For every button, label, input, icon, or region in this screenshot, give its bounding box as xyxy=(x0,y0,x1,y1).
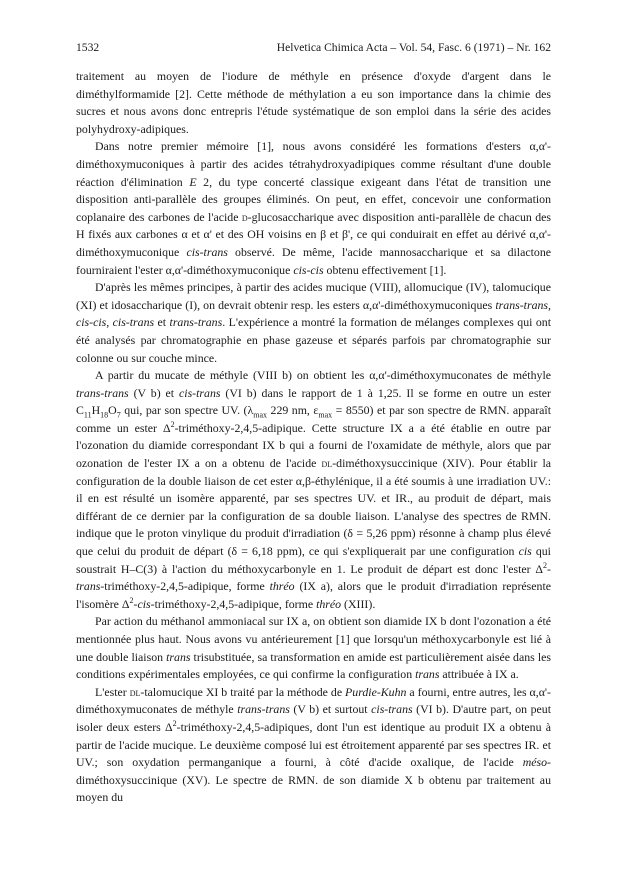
text-run: 2 xyxy=(129,595,134,605)
text-run: Par action du méthanol ammoniacal sur IX a, on obtient son diamide IX b dont l'ozonation a été mentionnée plus haut. Nous avons vu antérieurement [1] que lorsqu'un méthoxycarbonyle est lié à une double liaison xyxy=(76,614,551,664)
text-run: (IX a), alors que le produit d'irradiation représente l'isomère Δ xyxy=(76,579,552,611)
text-run: trans xyxy=(76,579,101,594)
text-run: thréo xyxy=(316,596,342,611)
running-header xyxy=(76,41,551,57)
text-run: dl xyxy=(129,684,141,699)
text-run: obtenu effectivement [1]. xyxy=(323,262,447,277)
text-run: 11 xyxy=(83,410,92,420)
text-run: trans-trans xyxy=(76,385,129,400)
text-run: 2 xyxy=(172,719,177,729)
paragraph xyxy=(76,138,551,279)
paragraph xyxy=(76,367,551,613)
text-run: O xyxy=(108,403,117,418)
text-run: cis-cis xyxy=(293,262,324,277)
text-run: -talomucique XI b traité par la méthode de xyxy=(140,684,346,699)
text-run: 18 xyxy=(100,410,109,420)
text-run: Dans notre premier mémoire [1], nous avons considéré les formations d'esters α,α'-diméthoxymuconiques à partir des acides tétrahydroxyadipiques comme résultant d'une double réaction d'élimination xyxy=(76,139,551,189)
text-run: E xyxy=(189,174,197,189)
text-run: (VI b) dans le rapport de 1 à 1,25. Il se forme en outre un ester C xyxy=(76,385,551,418)
text-run: Purdie-Kuhn xyxy=(345,684,407,699)
paragraph xyxy=(76,684,551,807)
running-title: Helvetica Chimica Acta – Vol. 54, Fasc. 6 (1971) – Nr. 162 xyxy=(276,41,551,54)
text-run: - xyxy=(133,596,138,611)
text-run: cis-trans xyxy=(179,385,221,400)
text-run: trans xyxy=(166,649,191,664)
text-run: -triméthoxy-2,4,5-adipique. Cette structure IX a a été établie en outre par l'ozonation du diamide correspondant IX b qui a fourni de l'oxamidate de méthyle, alors que par ozonation de l'ester IX a on a obtenu de l'acide xyxy=(76,420,551,471)
text-run: D'après les mêmes principes, à partir des acides mucique (VIII), allomucique (IV), talomucique (XI) et idosaccharique (I), on devrait obtenir resp. les esters α,α'-diméthoxymuconiques xyxy=(76,280,551,312)
text-run: A partir du mucate de méthyle (VIII b) on obtient les α,α'-diméthoxymuconates de méthyle xyxy=(95,368,551,383)
text-run: H xyxy=(91,403,101,418)
text-run: attribuée à IX a. xyxy=(439,667,519,682)
text-run: -triméthoxy-2,4,5-adipiques, dont l'un est identique au produit IX a obtenu à partir de l'acide mucique. Le deuxième composé lui est étroitement apparenté par ses spectres IR. et UV.; son oxydation permanganique a fourni, à côté d'acide oxalique, de l'acide xyxy=(76,719,551,770)
text-run: -diméthoxysuccinique (XIV). Pour établir la configuration de la double liaison de cet ester α,β-éthylénique, il a été soumis à une irradiation UV.: il en est résulté un isomère apparenté, par ses spectres UV. et IR., au produit de départ, mais différant de ce dernier par la configuration de sa double liaison. L'analyse des spectres de RMN. indique que le proton vinylique du produit d'irradiation (δ = 5,26 ppm) résonne à champ plus élevé que celui du produit de départ (δ = 6,18 ppm), ce qui s'expliquerait par une configuration xyxy=(76,456,552,559)
text-run: 2, du type concerté classique exigeant dans l'état de transition une disposition anti-parallèle des groupes éliminés. On peut, en effet, concevoir une conformation coplanaire des carbones de l'acide xyxy=(76,174,551,224)
text-run: -diméthoxysuccinique (XV). Le spectre de RMN. de son diamide X b obtenu par traitement au moyen du xyxy=(76,755,551,805)
text-run: (V b) et xyxy=(128,385,180,400)
text-run: -triméthoxy-2,4,5-adipique, forme xyxy=(100,579,270,594)
text-run: -glucosaccharique avec disposition anti-parallèle de chacun des H fixés aux carbones α et α' et des OH voisins en β et β', ce qui conduirait en effet au dérivé α,α'-diméthoxymuconique xyxy=(76,209,551,259)
text-run: cis xyxy=(137,596,151,611)
text-run: . L'expérience a montré la formation de mélanges complexes qui ont été analysés par chromatographie en phase gazeuse et séparés parfois par chromatographie sur colonne ou sur couche mince. xyxy=(76,315,551,365)
text-run: trans-trans, cis-cis, cis-trans xyxy=(76,297,551,330)
text-run: max xyxy=(253,410,268,420)
text-run: trans-trans xyxy=(237,702,290,717)
paragraph xyxy=(76,279,551,367)
text-run: dl xyxy=(321,456,333,471)
text-run: - xyxy=(547,561,551,576)
text-run: cis-trans xyxy=(186,244,228,259)
text-run: max xyxy=(318,410,333,420)
text-run: -triméthoxy-2,4,5-adipique, forme xyxy=(150,596,317,611)
text-run: cis xyxy=(518,544,532,559)
body-text xyxy=(76,68,551,807)
text-run: (VI b). D'autre part, on peut isoler deux esters Δ xyxy=(76,702,551,734)
text-run: d xyxy=(241,209,248,224)
paragraph xyxy=(76,68,551,138)
text-run: cis-trans xyxy=(371,702,413,717)
text-run: 2 xyxy=(170,419,175,429)
page-number: 1532 xyxy=(76,41,100,54)
text-run: (XIII). xyxy=(341,596,376,611)
text-run: thréo xyxy=(269,579,295,594)
text-run: et xyxy=(154,315,170,330)
text-run: observé. De même, l'acide mannosaccharique et sa dilactone fourniraient l'ester α,α'-diméthoxymuconique xyxy=(76,244,551,277)
text-run: traitement au moyen de l'iodure de méthyle en présence d'oxyde d'argent dans le diméthylformamide [2]. Cette méthode de méthylation a eu son importance dans la chimie des sucres et nous avons donc entrepris l'étude systématique de son emploi dans la série des acides polyhydroxy-adipiques. xyxy=(76,69,551,136)
text-run: 2 xyxy=(543,560,548,570)
text-run: 229 nm, ε xyxy=(267,403,319,418)
text-run: méso xyxy=(522,755,548,770)
text-run: qui, par son spectre UV. (λ xyxy=(120,403,254,418)
text-run: trisubstituée, sa transformation en amide est particulièrement aisée dans les conditions expérimentales employées, ce qui confirme la configuration xyxy=(76,649,551,682)
text-run: 7 xyxy=(116,410,121,420)
text-run: trans xyxy=(415,667,440,682)
text-run: (V b) et surtout xyxy=(289,702,372,717)
text-run: = 8550) et par son spectre de RMN. apparaît comme un ester Δ xyxy=(76,403,551,435)
text-run: L'ester xyxy=(95,684,130,699)
text-run: qui soustrait H–C(3) à l'action du méthoxycarbonyle en 1. Le produit de départ est donc l'ester Δ xyxy=(76,544,551,576)
text-run: a fourni, entre autres, les α,α'-diméthoxymuconates de méthyle xyxy=(76,684,551,717)
text-run: trans-trans xyxy=(169,315,223,330)
paragraph xyxy=(76,613,551,683)
